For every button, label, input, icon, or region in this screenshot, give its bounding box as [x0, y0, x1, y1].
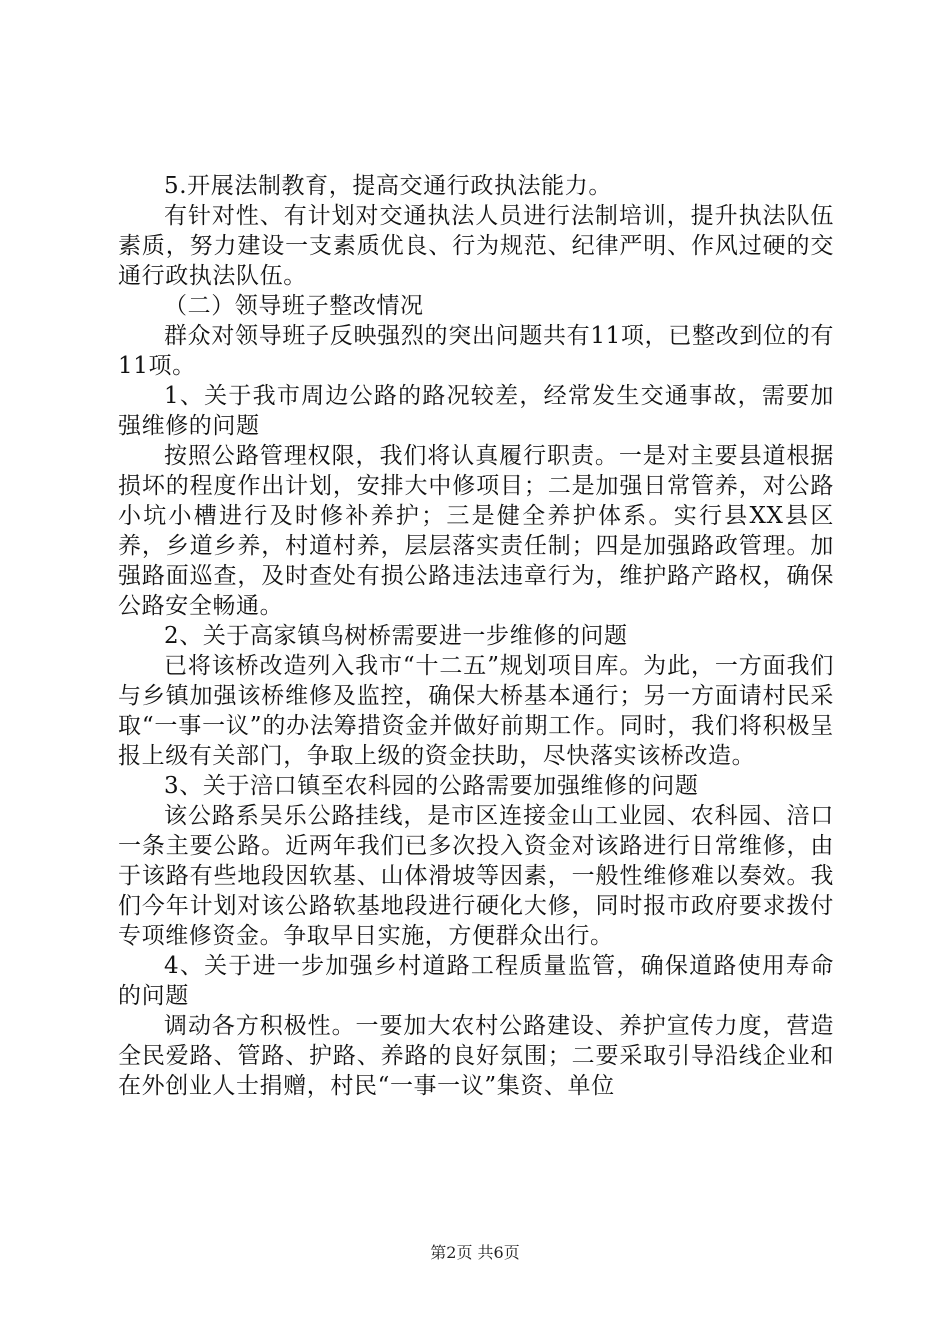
paragraph: 有针对性、有计划对交通执法人员进行法制培训，提升执法队伍素质，努力建设一支素质优良、行为规范、纪律严明、作风过硬的交通行政执法队伍。	[118, 203, 834, 289]
item-heading-4: 4、关于进一步加强乡村道路工程质量监管，确保道路使用寿命的问题	[118, 953, 834, 1009]
paragraph-heading-5: 5.开展法制教育，提高交通行政执法能力。	[164, 173, 612, 199]
item-heading-1: 1、关于我市周边公路的路况较差，经常发生交通事故，需要加强维修的问题	[118, 383, 834, 439]
document-body	[118, 171, 834, 1101]
page-number-footer: 第2页 共6页	[430, 1243, 520, 1262]
paragraph: 已将该桥改造列入我市“十二五”规划项目库。为此，一方面我们与乡镇加强该桥维修及监控，确保大桥基本通行；另一方面请村民采取“一事一议”的办法筹措资金并做好前期工作。同时，我们将积极呈报上级有关部门，争取上级的资金扶助，尽快落实该桥改造。	[118, 653, 834, 769]
section-heading-leadership: （二）领导班子整改情况	[164, 293, 424, 319]
item-heading-3: 3、关于涪口镇至农科园的公路需要加强维修的问题	[164, 773, 699, 799]
paragraph: 群众对领导班子反映强烈的突出问题共有11项，已整改到位的有11项。	[118, 323, 834, 379]
paragraph: 按照公路管理权限，我们将认真履行职责。一是对主要县道根据损坏的程度作出计划，安排大中修项目；二是加强日常管养，对公路小坑小槽进行及时修补养护；三是健全养护体系。实行县XX县区养，乡道乡养，村道村养，层层落实责任制；四是加强路政管理。加强路面巡查，及时查处有损公路违法违章行为，维护路产路权，确保公路安全畅通。	[118, 443, 834, 619]
paragraph: 调动各方积极性。一要加大农村公路建设、养护宣传力度，营造全民爱路、管路、护路、养路的良好氛围；二要采取引导沿线企业和在外创业人士捐赠，村民“一事一议”集资、单位	[118, 1013, 834, 1099]
item-heading-2: 2、关于高家镇鸟树桥需要进一步维修的问题	[164, 623, 628, 649]
paragraph: 该公路系吴乐公路挂线，是市区连接金山工业园、农科园、涪口一条主要公路。近两年我们已多次投入资金对该路进行日常维修，由于该路有些地段因软基、山体滑坡等因素，一般性维修难以奏效。我们今年计划对该公路软基地段进行硬化大修，同时报市政府要求拨付专项维修资金。争取早日实施，方便群众出行。	[118, 803, 834, 949]
